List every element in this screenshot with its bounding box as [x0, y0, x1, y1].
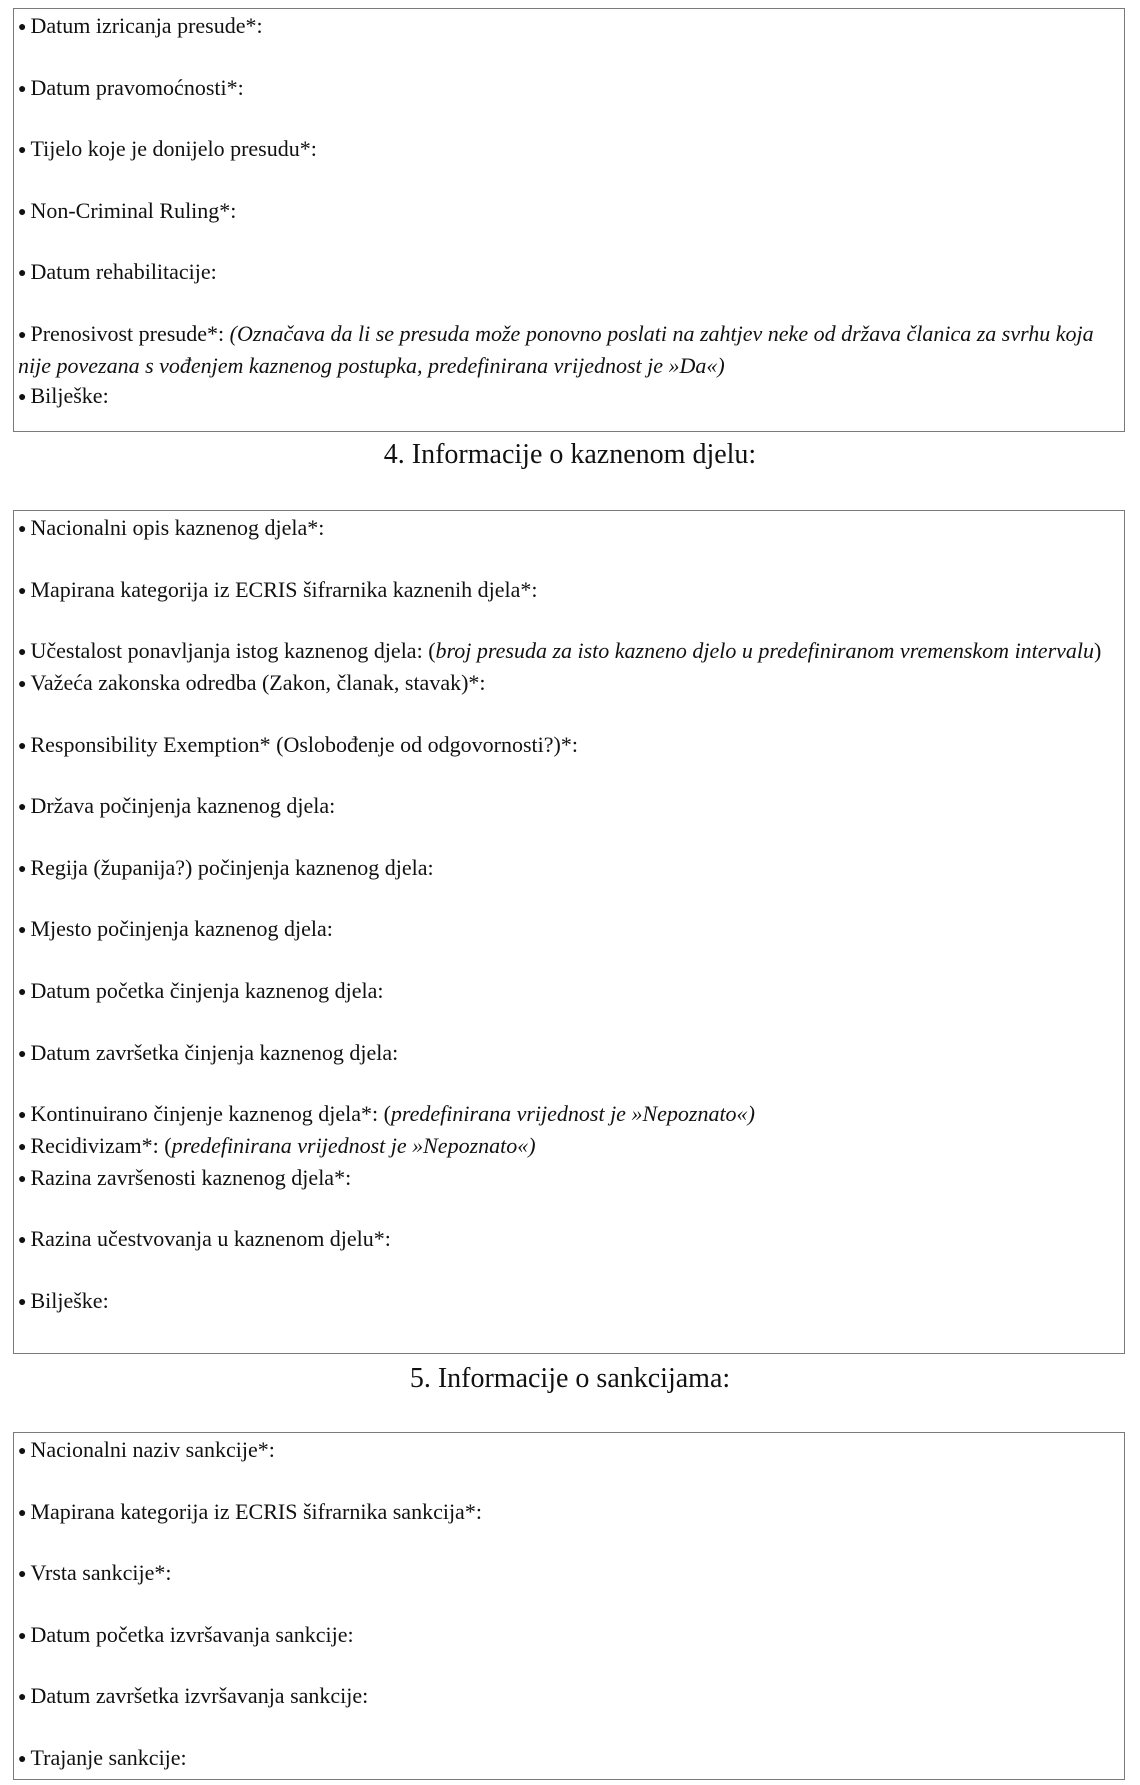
item-label: Razina završenosti kaznenog djela*:	[30, 1164, 352, 1190]
bullet-icon: ●	[18, 1233, 27, 1249]
bullet-icon: ●	[18, 204, 27, 220]
sanctions-info-box	[13, 1432, 1125, 1780]
item-label: Datum završetka činjenja kaznenog djela:	[30, 1039, 399, 1065]
bullet-icon: ●	[18, 738, 27, 754]
bullet-icon: ●	[18, 266, 27, 282]
offence-info-box	[13, 510, 1125, 1354]
list-item	[18, 730, 1120, 762]
bullet-icon: ●	[18, 1628, 27, 1644]
item-label: Učestalost ponavljanja istog kaznenog djela:	[30, 638, 423, 664]
list-item	[18, 196, 1120, 228]
item-label: Datum pravomoćnosti*:	[30, 74, 244, 100]
item-label: Nacionalni naziv sankcije*:	[30, 1437, 275, 1462]
item-label: Mapirana kategorija iz ECRIS šifrarnika sankcija*:	[30, 1498, 482, 1524]
ruling-info-box	[13, 8, 1125, 432]
list-item	[18, 668, 1120, 700]
bullet-icon: ●	[18, 984, 27, 1000]
bullet-icon: ●	[18, 143, 27, 159]
bullet-icon: ●	[18, 676, 27, 692]
bullet-icon: ●	[18, 861, 27, 877]
section-heading-offence: 4. Informacije o kaznenom djelu:	[383, 439, 757, 470]
list-item	[18, 73, 1120, 105]
bullet-icon: ●	[18, 522, 27, 537]
bullet-icon: ●	[18, 1294, 27, 1310]
item-label: Razina učestvovanja u kaznenom djelu*:	[30, 1226, 391, 1252]
bullet-icon: ●	[18, 1751, 27, 1767]
list-item	[18, 1435, 1120, 1467]
bullet-icon: ●	[18, 1444, 27, 1459]
item-note: predefinirana vrijednost je »Nepoznato«	[390, 1101, 748, 1127]
item-label: Prenosivost presude*:	[30, 320, 225, 346]
item-label: Datum rehabilitacije:	[30, 259, 217, 285]
list-item	[18, 1497, 1120, 1529]
item-label: Non-Criminal Ruling*:	[30, 197, 237, 223]
list-item	[18, 791, 1120, 823]
item-label: Responsibility Exemption* (Oslobođenje od odgovornosti?)*:	[30, 731, 578, 757]
list-item	[18, 1558, 1120, 1590]
list-item	[18, 1620, 1120, 1652]
list-item	[18, 1743, 1120, 1775]
bullet-icon: ●	[18, 1139, 27, 1155]
bullet-icon: ●	[18, 583, 27, 599]
item-label: Vrsta sankcije*:	[30, 1560, 172, 1586]
list-item	[18, 853, 1120, 885]
list-item	[18, 1286, 1120, 1318]
bullet-icon: ●	[18, 1046, 27, 1062]
item-note: predefinirana vrijednost je »Nepoznato«	[171, 1132, 529, 1158]
item-label: Recidivizam*:	[30, 1132, 159, 1158]
bullet-icon: ●	[18, 1567, 27, 1583]
list-item	[18, 134, 1120, 166]
list-item	[18, 11, 1120, 43]
section-heading-sanctions: 5. Informacije o sankcijama:	[409, 1363, 731, 1394]
list-item	[18, 1163, 1120, 1195]
list-item	[18, 1681, 1120, 1713]
list-item: ● Kontinuirano činjenje kaznenog djela*: (predefinirana vrijednost je »Nepoznato«)	[18, 1101, 755, 1127]
bullet-icon: ●	[18, 1690, 27, 1706]
item-note: broj presuda za isto kazneno djelo u predefiniranom vremenskom intervalu	[435, 638, 1095, 664]
item-label: Mjesto počinjenja kaznenog djela:	[30, 916, 333, 942]
bullet-icon: ●	[18, 923, 27, 939]
item-label: Datum početka činjenja kaznenog djela:	[30, 977, 384, 1003]
bullet-icon: ●	[18, 1108, 27, 1124]
list-item	[18, 1038, 1120, 1070]
item-label: Mapirana kategorija iz ECRIS šifrarnika kaznenih djela*:	[30, 576, 538, 602]
list-item	[18, 513, 1120, 545]
list-item	[18, 575, 1120, 607]
bullet-icon: ●	[18, 20, 27, 35]
bullet-icon: ●	[18, 327, 27, 343]
item-label: Važeća zakonska odredba (Zakon, članak, stavak)*:	[30, 669, 486, 695]
list-item	[18, 914, 1120, 946]
item-label: Nacionalni opis kaznenog djela*:	[30, 515, 325, 540]
list-item	[18, 381, 1120, 413]
list-item: ● Recidivizam*: (predefinirana vrijednost je »Nepoznato«)	[18, 1132, 536, 1158]
bullet-icon: ●	[18, 81, 27, 97]
list-item	[18, 319, 1120, 381]
item-label: Država počinjenja kaznenog djela:	[30, 793, 336, 819]
list-item	[18, 1224, 1120, 1256]
item-label: Kontinuirano činjenje kaznenog djela*:	[30, 1101, 379, 1127]
bullet-icon: ●	[18, 1171, 27, 1187]
list-item	[18, 257, 1120, 289]
bullet-icon: ●	[18, 389, 27, 405]
item-label: Datum početka izvršavanja sankcije:	[30, 1621, 354, 1647]
item-label: Bilješke:	[30, 1287, 109, 1313]
item-label: Regija (županija?) počinjenja kaznenog djela:	[30, 854, 434, 880]
bullet-icon: ●	[18, 1505, 27, 1521]
list-item: ● Učestalost ponavljanja istog kaznenog djela: (broj presuda za isto kazneno djelo u predefiniranom vremenskom intervalu)	[18, 638, 1102, 664]
bullet-icon: ●	[18, 800, 27, 816]
item-label: Trajanje sankcije:	[30, 1744, 187, 1770]
item-note: (Označava da li se presuda može ponovno poslati na zahtjev neke od država članica za svrhu koja nije povezana s vođenjem kaznenog postupka, predefinirana vrijednost je »Da«)	[18, 320, 1094, 378]
list-item	[18, 976, 1120, 1008]
item-label: Datum završetka izvršavanja sankcije:	[30, 1683, 369, 1709]
item-label: Datum izricanja presude*:	[30, 13, 263, 38]
bullet-icon: ●	[18, 645, 27, 661]
item-label: Tijelo koje je donijelo presudu*:	[30, 136, 317, 162]
item-label: Bilješke:	[30, 382, 109, 408]
